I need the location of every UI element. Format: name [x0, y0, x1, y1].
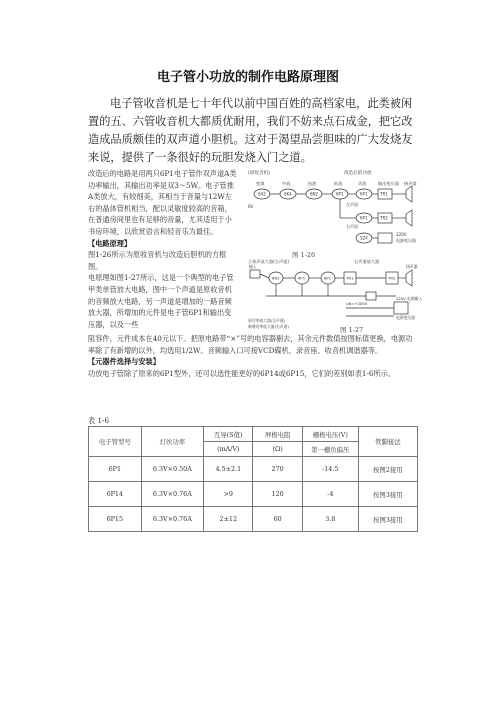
table-cell: 2±12	[204, 507, 253, 532]
diagram-label: 左声道	[346, 202, 358, 207]
diagram-label: (原收音机)	[248, 171, 270, 176]
table-cell: -14.5	[302, 457, 358, 482]
table-header: 屏极电阻	[253, 427, 302, 442]
table-subheader: (Ω)	[253, 442, 302, 457]
table-cell: 按图2接用	[358, 457, 417, 482]
tube-spec-table	[88, 426, 418, 532]
table-cell: 6P15	[89, 507, 142, 532]
diagram-label: 6P1	[324, 275, 332, 281]
diagram-label: 中放	[282, 181, 291, 186]
scan-left-column	[88, 168, 238, 330]
diagram-label: 扬声器	[406, 264, 418, 269]
diagram-label: 右声道放大器	[354, 259, 380, 264]
diagram-label: 220V	[396, 232, 407, 237]
diagram-label: 电源变压器	[396, 315, 415, 320]
table-cell: 按图3接用	[358, 507, 417, 532]
figure-caption: 图 1-26	[292, 251, 316, 259]
intro-text: 电子管收音机是七十年代以前中国百姓的高档家电，此类被闲置的五、六管收音机大都质优耐用，我们不妨来点石成金，把它改造成品质颇佳的双声道小胆机。这对于渴望品尝胆味的广大发烧友来说，提供了一条很好的玩胆发烧入门之道。	[88, 97, 413, 164]
table-cell: 6P14	[89, 482, 142, 507]
diagram-label: 新增功率放大器(右声道)	[248, 324, 289, 329]
diagram-label: TR2	[388, 275, 396, 281]
table-cell: 3.8	[302, 507, 358, 532]
diagram-label: 6P1	[360, 215, 368, 221]
table-cell: 120	[253, 482, 302, 507]
diagram-label: TR2	[380, 215, 388, 221]
table-cell: 4.5±2.1	[204, 457, 253, 482]
table-header-row	[89, 427, 418, 442]
page-title: 电子管小功放的制作电路原理图	[156, 70, 339, 85]
diagram-label: 扬声器	[404, 181, 417, 186]
diagram-label: 6P1	[298, 275, 306, 281]
table-header: 互导(S值)	[204, 427, 253, 442]
table-cell: 6.3V×0.76A	[141, 507, 204, 532]
diagram-label: 立体声放大器(左声道)	[248, 259, 289, 264]
diagram-label: 6N2	[272, 275, 280, 281]
diagram-label: 220V 电源输入	[396, 296, 422, 301]
schematic-fig-1-27	[246, 258, 422, 330]
table-cell: 6.3V×0.50A	[141, 457, 204, 482]
scan-paragraph-3: 阻容件，元件成本在40元以下。把原电路带“×”号的电容器剔去，其余元件数值按图标值更换，电源功率除了有新增的以外，均选用1/2W。音频输入口可接VCD碟机、录音座、收音机调谐器等。	[88, 334, 413, 355]
diagram-label: 6P1	[336, 191, 344, 197]
table-cell: 按图3接用	[358, 482, 417, 507]
diagram-label: TR1	[380, 191, 388, 197]
block-diagram-fig-1-26	[246, 168, 422, 246]
intro-paragraph	[88, 95, 418, 167]
table-row	[89, 482, 418, 507]
diagram-label: 6K4	[284, 191, 292, 197]
scan-wide-text	[88, 333, 418, 379]
table-label: 表 1-6	[88, 416, 110, 425]
diagram-label: 低放	[334, 181, 343, 186]
diagram-label: TR1	[346, 275, 354, 281]
diagram-label: 右声道	[346, 224, 358, 229]
table-row	[89, 457, 418, 482]
section-heading-circuit: 【电路原理】	[88, 238, 132, 248]
table-cell: 270	[253, 457, 302, 482]
table-cell: 6.3V×0.76A	[141, 482, 204, 507]
diagram-label: 6P1	[360, 191, 368, 197]
diagram-label: 功放	[358, 181, 367, 186]
diagram-label: 原功率放大器(左声道)	[248, 318, 286, 323]
table-cell: 60	[253, 507, 302, 532]
scan-paragraph-2a: 图1-26所示为原收音机与改造后胆机的方框图。	[88, 250, 227, 271]
table-header: 电子管型号	[89, 427, 142, 457]
table-cell: >9	[204, 482, 253, 507]
diagram-label: 电源变压器	[396, 238, 416, 243]
table-header: 管脚接法	[358, 427, 417, 457]
diagram-label: 输出变压器	[378, 181, 399, 186]
table-header: 栅极电压(V)	[302, 427, 358, 442]
table-row	[89, 507, 418, 532]
diagram-label: 变频	[256, 181, 265, 186]
table-cell: -4	[302, 482, 358, 507]
diagram-label: 改造后的功放	[344, 171, 372, 176]
diagram-label: 检波	[308, 181, 317, 186]
figure-caption: 图 1-27	[340, 326, 364, 334]
scan-paragraph-1: 改造后的电路是用两只6P1电子管作双声道A类功率输出，其输出功率是双3～5W。电子管推A类放大，有较细美，其相当于音量与12W左右的晶体管机相当，配以灵敏度较高的音箱，在普通房间里也有足够的音量，尤其适用于小书房环境，以欣赏语言和轻音乐为最佳。	[88, 169, 237, 236]
diagram-label: 输入	[249, 264, 257, 269]
section-heading-parts: 【元器件选择与安装】	[88, 357, 160, 367]
diagram-label: 5Z4	[360, 235, 368, 241]
diagram-label: 6N2	[310, 191, 319, 197]
diagram-label: 6A2	[258, 191, 266, 197]
scan-paragraph-2b: 电原理如图1-27所示，这是一个典型的电子管甲类单管放大电路，图中一个声道是原收音机的音频放大电路，另一声道是增加的一路音频放大器，所增加的元件是电子管6P1和输出变压器，以及一些	[88, 273, 234, 329]
table-cell: 6P1	[89, 457, 142, 482]
table-subheader: 第一栅负偏压	[302, 442, 358, 457]
diagram-label: Ub=+200V	[346, 301, 368, 306]
scan-paragraph-4: 功放电子管除了原来的6P1型外，还可以选性能更好的6P14或6P15，它们的差别如表1-6所示。	[88, 368, 396, 378]
table-header: 灯丝功率	[141, 427, 204, 457]
diagram-label: 6V	[248, 204, 254, 209]
table-subheader: (mA/V)	[204, 442, 253, 457]
